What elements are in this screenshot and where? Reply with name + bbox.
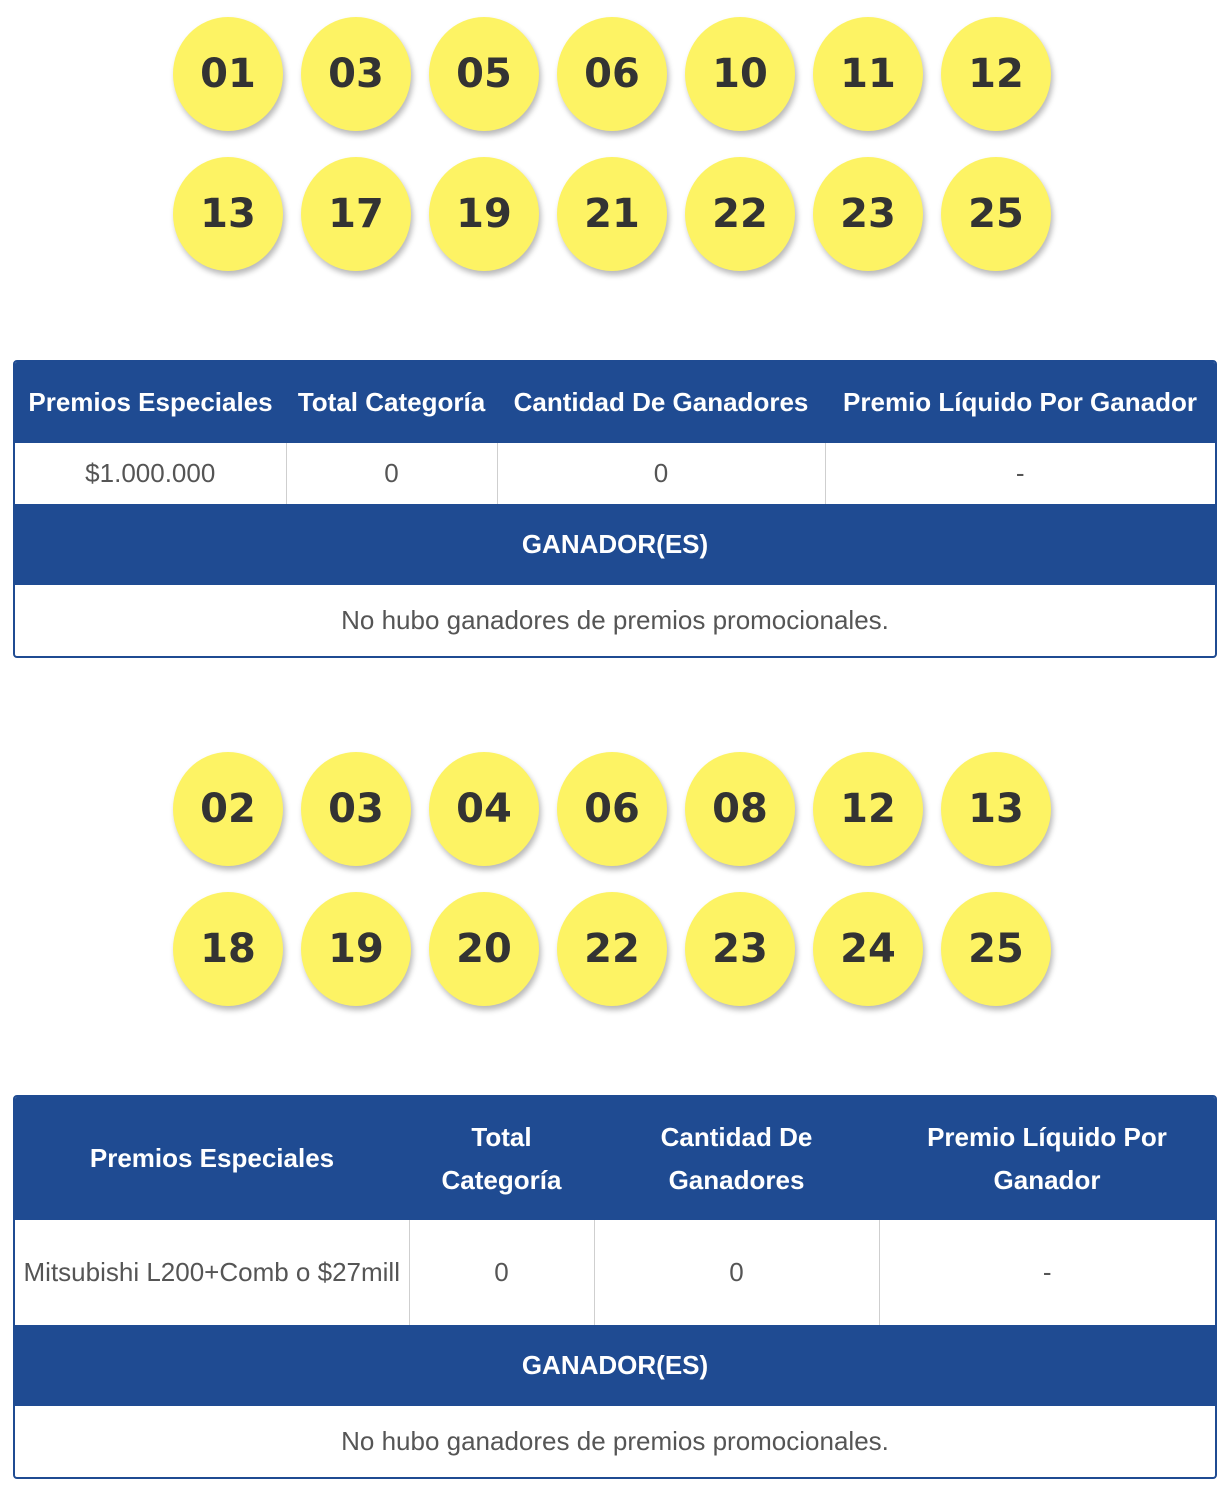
header-total-category: Total Categoría [286,362,497,443]
table-row [15,1220,1215,1325]
number-ball: 17 [301,157,411,271]
balls-row [0,157,1230,271]
header-total-category: Total Categoría [409,1097,594,1220]
cell-winners: 0 [497,443,825,504]
cell-prize: $1.000.000 [85,458,216,488]
number-ball: 06 [557,752,667,866]
cell-net-prize: - [879,1220,1215,1325]
header-winner-count: Cantidad De Ganadores [594,1097,879,1220]
balls-row [0,752,1230,866]
header-winner-count: Cantidad De Ganadores [497,362,825,443]
table-header-row [15,1097,1215,1220]
number-ball: 03 [301,17,411,131]
special-prizes-table [13,1095,1217,1479]
winners-note-row [15,585,1215,656]
draw-1-balls [0,17,1230,271]
special-prizes-table [13,360,1217,658]
header-net-prize: Premio Líquido Por Ganador [825,362,1215,443]
draw-2-balls [0,752,1230,1006]
number-ball: 01 [173,17,283,131]
number-ball: 22 [685,157,795,271]
number-ball: 18 [173,892,283,1006]
cell-net-prize: - [825,443,1215,504]
header-special-prizes: Premios Especiales [15,362,286,443]
number-ball: 13 [941,752,1051,866]
number-ball: 25 [941,157,1051,271]
cell-total: 0 [409,1220,594,1325]
table-header-row [15,362,1215,443]
winners-heading: GANADOR(ES) [15,504,1215,585]
cell-winners: 0 [594,1220,879,1325]
number-ball: 23 [813,157,923,271]
number-ball: 11 [813,17,923,131]
number-ball: 10 [685,17,795,131]
winners-note: No hubo ganadores de premios promocionales. [341,1426,889,1456]
balls-row [0,892,1230,1006]
number-ball: 02 [173,752,283,866]
cell-total: 0 [286,443,497,504]
number-ball: 12 [813,752,923,866]
balls-row [0,17,1230,131]
winners-heading-row [15,1325,1215,1406]
winners-heading-row [15,504,1215,585]
header-net-prize: Premio Líquido Por Ganador [879,1097,1215,1220]
number-ball: 20 [429,892,539,1006]
table-row [15,443,1215,504]
winners-note: No hubo ganadores de premios promocionales. [341,605,889,635]
number-ball: 04 [429,752,539,866]
number-ball: 23 [685,892,795,1006]
number-ball: 24 [813,892,923,1006]
cell-prize: Mitsubishi L200+Comb o $27mill [23,1257,400,1287]
number-ball: 25 [941,892,1051,1006]
number-ball: 08 [685,752,795,866]
number-ball: 03 [301,752,411,866]
number-ball: 19 [301,892,411,1006]
winners-heading: GANADOR(ES) [15,1325,1215,1406]
number-ball: 06 [557,17,667,131]
number-ball: 21 [557,157,667,271]
winners-note-row [15,1406,1215,1477]
number-ball: 22 [557,892,667,1006]
number-ball: 13 [173,157,283,271]
header-special-prizes: Premios Especiales [15,1097,409,1220]
number-ball: 05 [429,17,539,131]
number-ball: 19 [429,157,539,271]
number-ball: 12 [941,17,1051,131]
